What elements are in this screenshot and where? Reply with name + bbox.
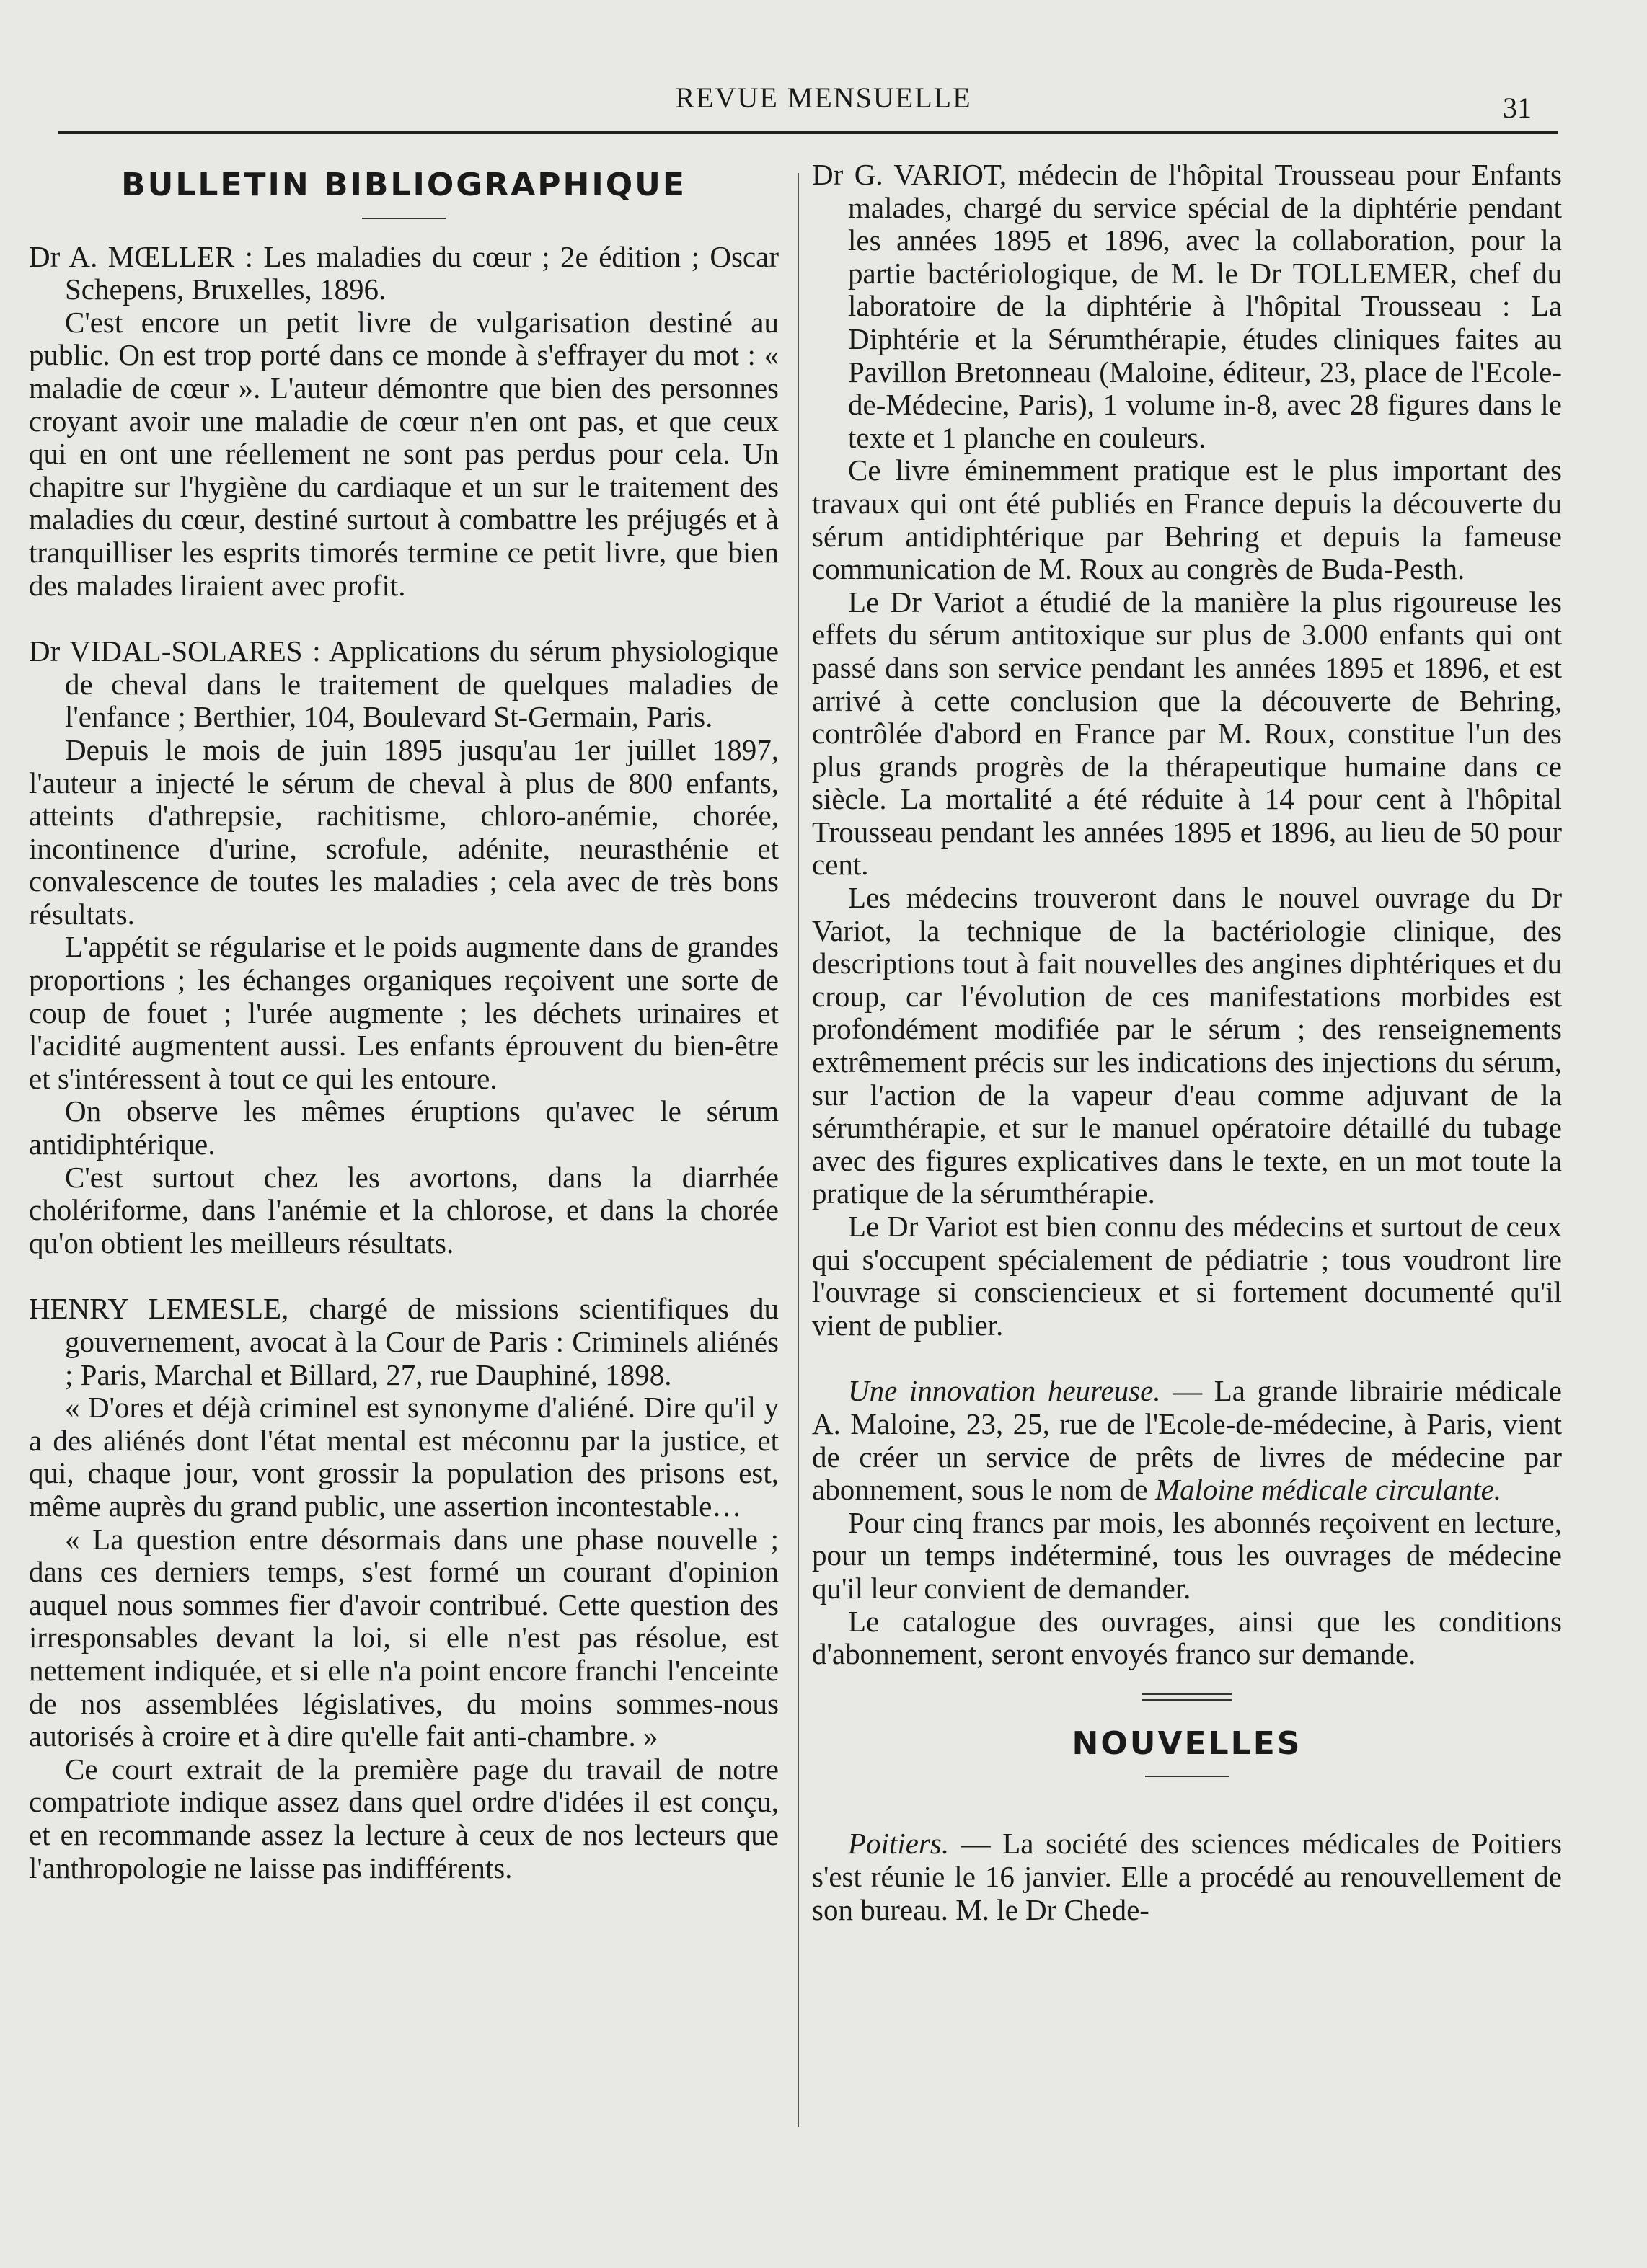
entry-paragraph: L'appétit se régularise et le poids augmente dans de grandes proportions ; les échanges organiques reçoivent une sorte de coup de fouet ; l'urée augmente ; les déchets urinaires et l'acidité augmentent aussi. Les enfants éprouvent du bien-être et s'intéressent à tout ce qui les entoure.	[29, 930, 779, 1095]
innovation-lead: Une innovation heureuse.	[848, 1374, 1161, 1408]
entry-moeller	[29, 241, 779, 603]
entry-news-poitiers	[812, 1828, 1562, 1926]
entry-paragraph: Depuis le mois de juin 1895 jusqu'au 1er juillet 1897, l'auteur a injecté le sérum de cheval à plus de 800 enfants, atteints d'athrepsie, rachitisme, chloro-anémie, chorée, incontinence d'urine, scrofule, adénite, neurasthénie et convalescence de toutes les maladies ; cela avec de très bons résultats.	[29, 732, 779, 931]
entry-paragraph: « D'ores et déjà criminel est synonyme d'aliéné. Dire qu'il y a des aliénés dont l'état mental est méconnu par la justice, et qui, chaque jour, vont grossir la population des prisons est, même auprès du grand public, une assertion incontestable…	[29, 1391, 779, 1523]
entry-heading: Dr VIDAL-SOLARES : Applications du sérum physiologique de cheval dans le traitement de quelques maladies de l'enfance ; Berthier, 104, Boulevard St-Germain, Paris.	[29, 634, 779, 734]
page-number: 31	[1503, 92, 1532, 124]
entry-paragraph: Les médecins trouveront dans le nouvel ouvrage du Dr Variot, la technique de la bactériologie clinique, des descriptions tout à fait nouvelles des angines diphtériques et du croup, car l'évolution de ces manifestations morbides est profondément modifiée par le sérum ; des renseignements extrêmement précis sur les indications des injections du sérum, sur l'action de la vapeur d'eau comme adjuvant de la sérumthérapie, et sur le manuel opératoire détaillé du tubage avec des figures explicatives dans le texte, en un mot toute la pratique de la sérumthérapie.	[812, 881, 1562, 1210]
innovation-text: — La grande librairie médicale A. Maloine, 23, 25, rue de l'Ecole-de-médecine, à Paris, vient de créer un service de prêts de livres de médecine par abonnement, sous le nom de	[812, 1374, 1562, 1507]
entry-paragraph	[812, 1375, 1562, 1506]
entry-heading: Dr G. VARIOT, médecin de l'hôpital Trousseau pour Enfants malades, chargé du service spécial de la diphtérie pendant les années 1895 et 1896, avec la collaboration, pour la partie bactériologique, de M. le Dr TOLLEMER, chef du laboratoire de la diphtérie à l'hôpital Trousseau : La Diphtérie et la Sérumthérapie, études cliniques faites au Pavillon Bretonneau (Maloine, éditeur, 23, place de l'Ecole-de-Médecine, Paris), 1 volume in-8, avec 28 figures dans le texte et 1 planche en couleurs.	[812, 158, 1562, 454]
innovation-service-name: Maloine médicale circulante.	[1154, 1473, 1502, 1507]
entry-paragraph: Le Dr Variot a étudié de la manière la plus rigoureuse les effets du sérum antitoxique sur plus de 3.000 enfants qui ont passé dans son service pendant les années 1895 et 1896, et est arrivé à cette conclusion que la découverte de Behring, contrôlée d'abord en France par M. Roux, constitue l'un des plus grands progrès de la thérapeutique humaine dans ce siècle. La mortalité a été réduite à 14 pour cent à l'hôpital Trousseau pendant les années 1895 et 1896, au lieu de 50 pour cent.	[812, 585, 1562, 882]
entry-heading: Dr A. MŒLLER : Les maladies du cœur ; 2e édition ; Oscar Schepens, Bruxelles, 1896.	[29, 239, 779, 306]
running-title: REVUE MENSUELLE	[675, 81, 972, 114]
section-title-nouvelles: NOUVELLES	[1072, 1724, 1302, 1762]
entry-paragraph: Le Dr Variot est bien connu des médecins et surtout de ceux qui s'occupent spécialement de pédiatrie ; tous voudront lire l'ouvrage si consciencieux et si fortement documenté qu'il vient de publier.	[812, 1210, 1562, 1342]
spacer	[29, 1259, 779, 1293]
entry-heading: HENRY LEMESLE, chargé de missions scientifiques du gouvernement, avocat à la Cour de Paris : Criminels aliénés ; Paris, Marchal et Billard, 27, rue Dauphiné, 1898.	[29, 1292, 779, 1391]
left-column	[29, 159, 779, 1884]
spacer	[812, 1342, 1562, 1375]
entry-paragraph: Pour cinq francs par mois, les abonnés reçoivent en lecture, pour un temps indéterminé, tous les ouvrages de médecine qu'il leur convient de demander.	[812, 1505, 1562, 1605]
section-separator	[1142, 1693, 1232, 1701]
header-rule	[58, 131, 1558, 134]
entry-variot	[812, 159, 1562, 1342]
entry-paragraph	[812, 1828, 1562, 1926]
entry-paragraph: C'est surtout chez les avortons, dans la diarrhée cholériforme, dans l'anémie et la chlorose, et dans la chorée qu'on obtient les meilleurs résultats.	[29, 1160, 779, 1259]
news-lead: Poitiers.	[848, 1827, 950, 1861]
entry-innovation	[812, 1375, 1562, 1670]
entry-paragraph: « La question entre désormais dans une phase nouvelle ; dans ces derniers temps, s'est formé un courant d'opinion auquel nous sommes fier d'avoir contribué. Cette question des irresponsables devant la loi, si elle n'est pas résolue, est nettement indiquée, et si elle n'a point encore franchi l'enceinte de nos assemblées législatives, du moins sommes-nous autorisés à croire et à dire qu'elle fait anti-chambre. »	[29, 1522, 779, 1753]
entry-paragraph: Le catalogue des ouvrages, ainsi que les conditions d'abonnement, seront envoyés franco sur demande.	[812, 1604, 1562, 1671]
spacer	[812, 1799, 1562, 1828]
entry-paragraph: C'est encore un petit livre de vulgarisation destiné au public. On est trop porté dans ce monde à s'effrayer du mot : « maladie de cœur ». L'auteur démontre que bien des personnes croyant avoir une maladie de cœur n'en ont pas, et que ceux qui en ont une réellement ne sont pas perdus pour cela. Un chapitre sur l'hygiène du cardiaque et un sur le traitement des maladies du cœur, destiné surtout à combattre les préjugés et à tranquilliser les esprits timorés termine ce petit livre, que bien des malades liraient avec profit.	[29, 305, 779, 602]
entry-paragraph: On observe les mêmes éruptions qu'avec le sérum antidiphtérique.	[29, 1094, 779, 1161]
column-divider	[798, 173, 799, 2127]
title-rule	[362, 218, 446, 219]
title-rule	[1145, 1776, 1229, 1777]
news-text: — La société des sciences médicales de Poitiers s'est réunie le 16 janvier. Elle a procédé au renouvellement de son bureau. M. le Dr Chede-	[812, 1827, 1562, 1926]
spacer	[29, 602, 779, 635]
right-column	[812, 159, 1562, 1926]
entry-lemesle	[29, 1293, 779, 1884]
section-title-bulletin: BULLETIN BIBLIOGRAPHIQUE	[121, 167, 686, 203]
entry-vidal-solares	[29, 635, 779, 1259]
entry-paragraph: Ce livre éminemment pratique est le plus important des travaux qui ont été publiés en France depuis la découverte du sérum antidiphtérique par Behring et depuis la fameuse communication de M. Roux au congrès de Buda-Pesth.	[812, 453, 1562, 586]
entry-paragraph: Ce court extrait de la première page du travail de notre compatriote indique assez dans quel ordre d'idées il est conçu, et en recommande assez la lecture à ceux de nos lecteurs que l'anthropologie ne laisse pas indifférents.	[29, 1752, 779, 1884]
